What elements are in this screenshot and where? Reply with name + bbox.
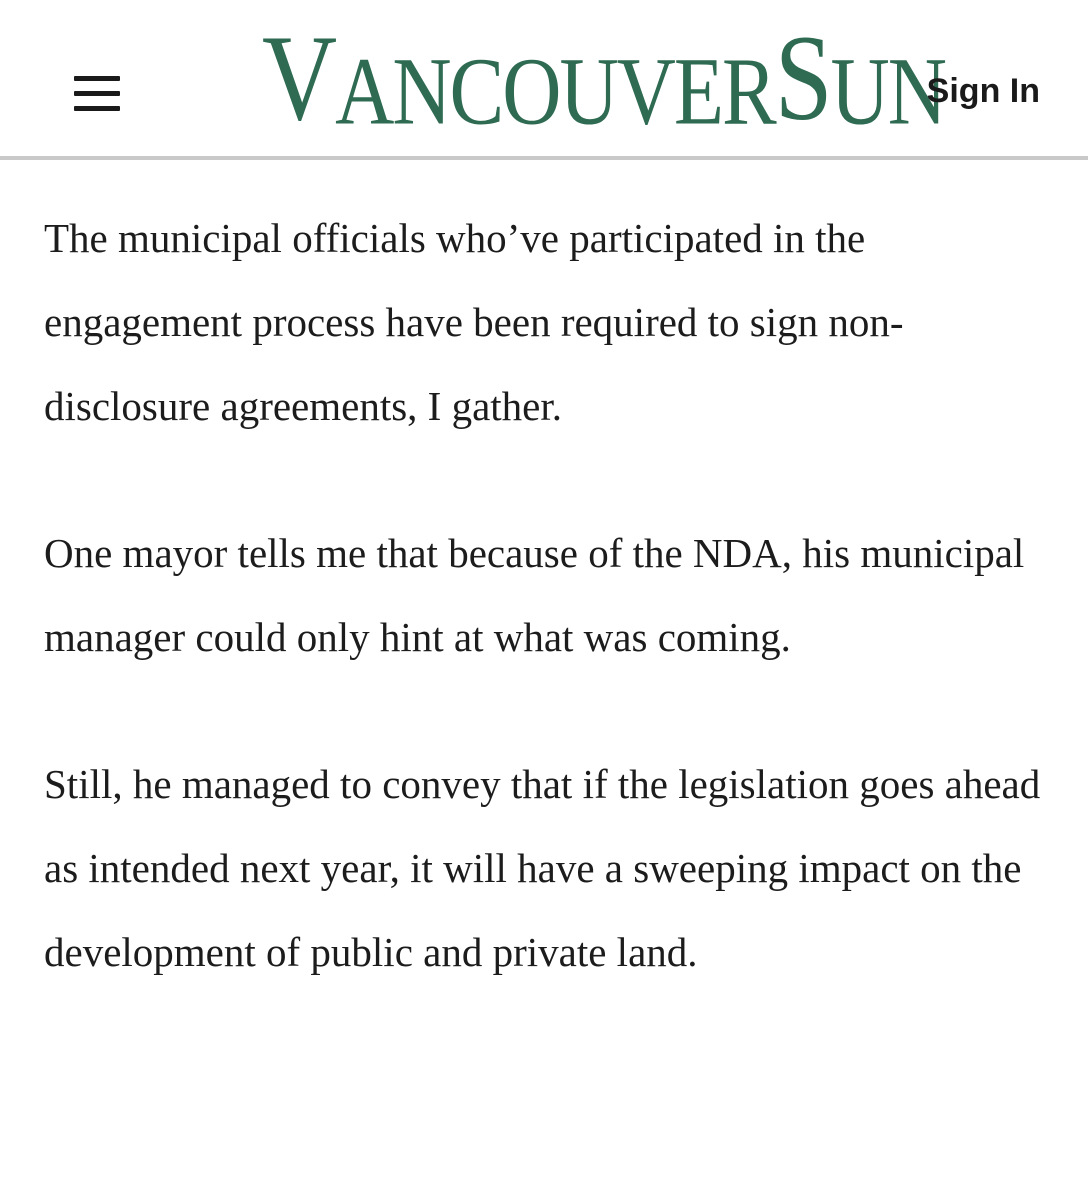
menu-bar	[74, 76, 120, 81]
article-paragraph: Still, he managed to convey that if the legislation goes ahead as intended next year, it will have a sweeping impact on the development of public and private land.	[44, 761, 1041, 975]
site-logo[interactable]	[262, 10, 945, 146]
article-paragraph: One mayor tells me that because of the NDA, his municipal manager could only hint at what was coming.	[44, 530, 1025, 660]
article-body	[44, 196, 1054, 1057]
article-paragraph: The municipal officials who’ve participated in the engagement process have been required to sign non-disclosure agreements, I gather.	[44, 215, 904, 429]
logo-glyph: V	[262, 10, 336, 146]
logo-glyph: S	[774, 10, 831, 146]
header-divider	[0, 156, 1088, 160]
sign-in-link[interactable]: Sign In	[926, 72, 1040, 110]
hamburger-menu-icon[interactable]	[74, 76, 120, 112]
menu-bar	[74, 91, 120, 96]
logo-glyph: UN	[830, 37, 945, 145]
site-header	[0, 0, 1088, 158]
logo-glyph: ANCOUVER	[335, 37, 775, 145]
menu-bar	[74, 106, 120, 111]
